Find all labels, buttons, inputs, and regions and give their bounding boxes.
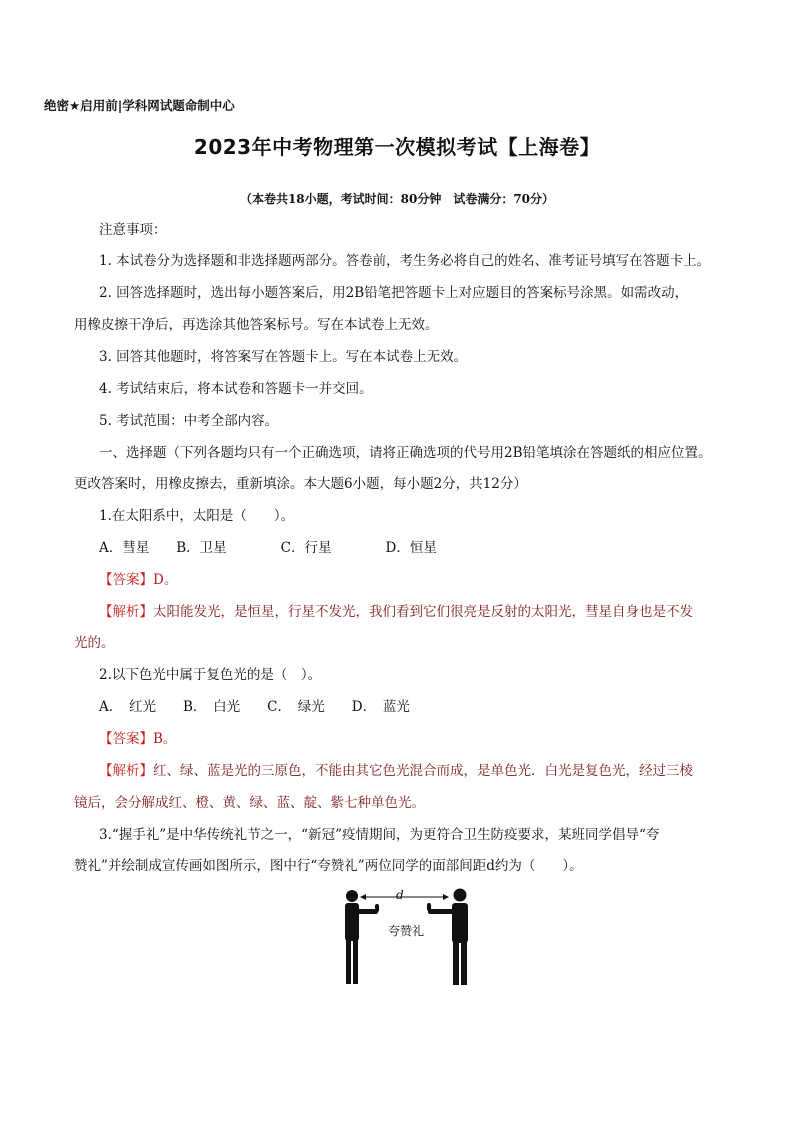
q3-stem-cont: 赞礼”并绘制成宣传画如图所示，图中行“夸赞礼”两位同学的面部间距d约为（ ）。 <box>74 858 583 874</box>
answer-tag: 【答案】 <box>99 731 153 747</box>
q2-options: A． 红光 B． 白光 C． 绿光 D． 蓝光 <box>99 699 410 715</box>
note-item-2: 2. 回答选择题时，选出每小题答案后，用2B铅笔把答题卡上对应题目的答案标号涂黑。如需改动， <box>99 285 689 301</box>
confidential-label: 绝密★启用前|学科网试题命制中心 <box>44 98 235 113</box>
left-person-silhouette <box>345 890 379 984</box>
q1-analysis-text: 太阳能发光，是恒星，行星不发光，我们看到它们很亮是反射的太阳光，彗星自身也是不发 <box>153 604 693 620</box>
figure-caption: 夸赞礼 <box>388 924 425 938</box>
answer-tag: 【答案】 <box>99 572 153 588</box>
analysis-tag: 【解析】 <box>99 604 153 620</box>
q1-analysis-cont: 光的。 <box>74 635 115 651</box>
note-item-3: 3. 回答其他题时，将答案写在答题卡上。写在本试卷上无效。 <box>99 349 468 365</box>
q2-analysis-text: 红、绿、蓝是光的三原色，不能由其它色光混合而成，是单色光．白光是复色光，经过三棱 <box>153 763 693 779</box>
q1-answer-value: D。 <box>153 572 178 588</box>
note-item-2-cont: 用橡皮擦干净后，再选涂其他答案标号。写在本试卷上无效。 <box>74 317 439 333</box>
q2-stem: 2.以下色光中属于复色光的是（ ）。 <box>99 667 322 683</box>
q1-answer <box>99 568 177 588</box>
distance-label: d <box>396 888 404 902</box>
note-item-5: 5. 考试范围：中考全部内容。 <box>99 413 279 429</box>
q2-answer <box>99 727 176 747</box>
q2-analysis <box>99 759 693 779</box>
q2-answer-value: B。 <box>153 731 177 747</box>
q2-analysis-cont: 镜后，会分解成红、橙、黄、绿、蓝、靛、紫七种单色光。 <box>74 795 425 811</box>
exam-subtitle: （本卷共18小题，考试时间：80分钟 试卷满分：70分） <box>239 192 555 206</box>
note-item-1: 1. 本试卷分为选择题和非选择题两部分。答卷前，考生务必将自己的姓名、准考证号填写在答题卡上。 <box>99 253 711 269</box>
q1-options: A．彗星 B．卫星 C．行星 D．恒星 <box>99 540 437 556</box>
exam-title: 2023年中考物理第一次模拟考试【上海卷】 <box>193 135 601 159</box>
section-heading: 一、选择题（下列各题均只有一个正确选项，请将正确选项的代号用2B铅笔填涂在答题纸的相应位置。 <box>99 445 712 461</box>
note-item-4: 4. 考试结束后，将本试卷和答题卡一并交回。 <box>99 381 373 397</box>
section-heading-cont: 更改答案时，用橡皮擦去，重新填涂。本大题6小题，每小题2分，共12分） <box>74 476 527 492</box>
right-person-silhouette <box>427 889 468 986</box>
q1-stem: 1.在太阳系中，太阳是（ ）。 <box>99 508 295 524</box>
q1-analysis <box>99 600 693 620</box>
q3-stem: 3.“握手礼”是中华传统礼节之一，“新冠”疫情期间，为更符合卫生防疫要求，某班同学倡导“夸 <box>99 827 660 843</box>
notes-heading: 注意事项： <box>99 222 167 238</box>
analysis-tag: 【解析】 <box>99 763 153 779</box>
